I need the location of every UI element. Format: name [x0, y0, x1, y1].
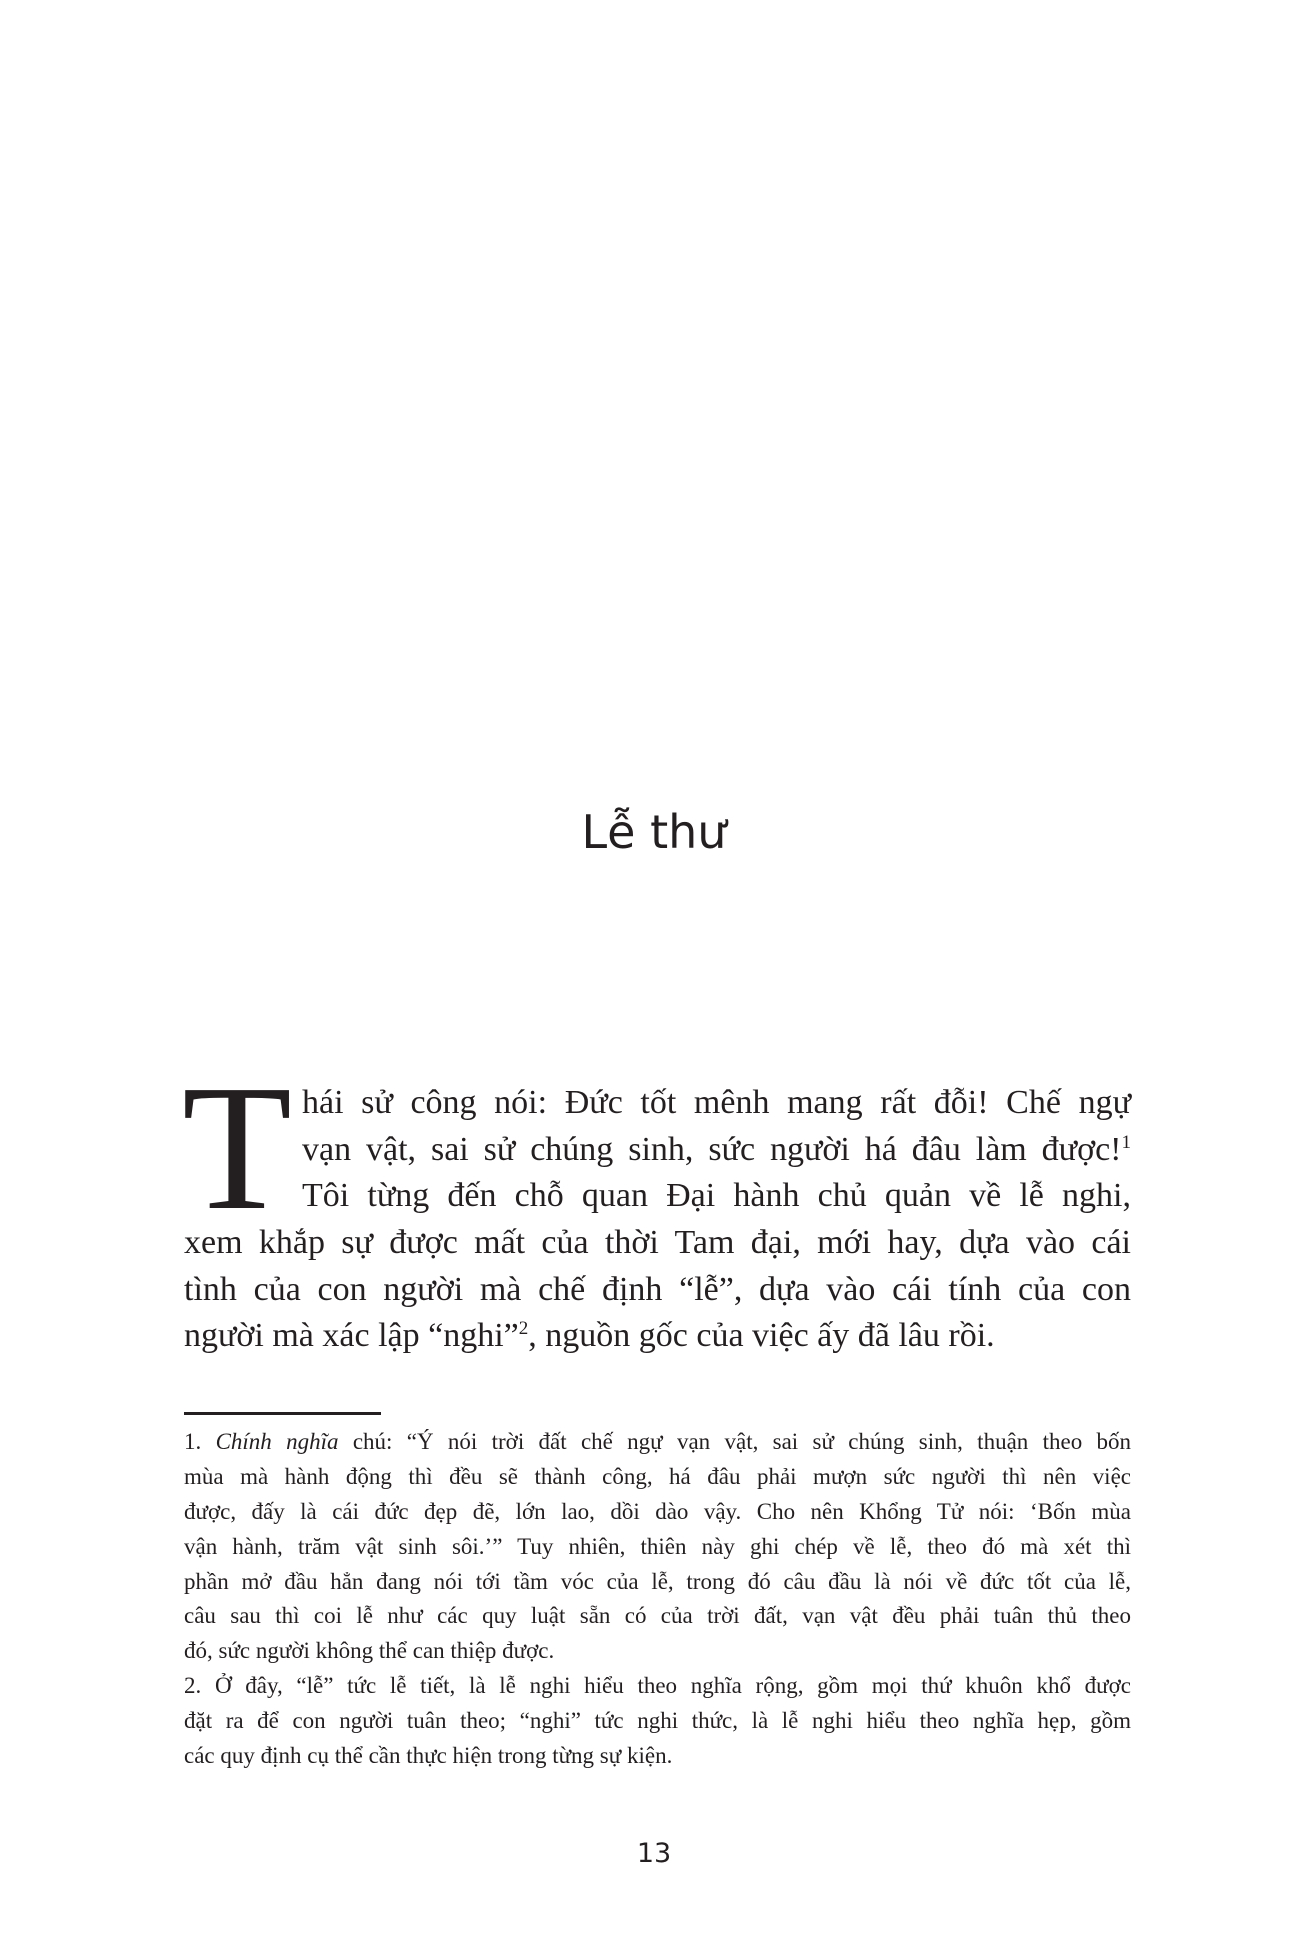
body-line: [302, 1173, 1131, 1220]
body-line-text: tình của con người mà chế định “lễ”, dựa vào cái tính của con: [184, 1270, 1131, 1308]
footnote-text: mùa mà hành động thì đều sẽ thành công, há đâu phải mượn sức người thì nên việc: [184, 1463, 1131, 1489]
footnote-line: [184, 1460, 1131, 1495]
chapter-title: Lễ thư: [581, 805, 727, 859]
footnote-text: vận hành, trăm vật sinh sôi.’” Tuy nhiên, thiên này ghi chép về lễ, theo đó mà xét thì: [184, 1533, 1131, 1559]
footnote-number: 1.: [184, 1429, 216, 1454]
footnote-text: câu sau thì coi lễ như các quy luật sẵn có của trời đất, vạn vật đều phải tuân thủ theo: [184, 1603, 1131, 1629]
body-line-text: , nguồn gốc của việc ấy đã lâu rồi.: [528, 1317, 995, 1355]
footnote-text: phần mở đầu hẳn đang nói tới tầm vóc của lễ, trong đó câu đầu là nói về đức tốt của lễ,: [184, 1568, 1131, 1594]
footnote-ref-1: 1: [1121, 1131, 1131, 1153]
footnote-line: [184, 1530, 1131, 1565]
body-line-text: Tôi từng đến chỗ quan Đại hành chủ quản về lễ nghi,: [302, 1177, 1131, 1215]
body-line: [302, 1080, 1131, 1127]
footnote-line: [184, 1425, 1131, 1460]
body-line-text: vạn vật, sai sử chúng sinh, sức người há đâu làm được!: [302, 1130, 1122, 1168]
footnotes: [184, 1425, 1131, 1774]
body-line-text: xem khắp sự được mất của thời Tam đại, mới hay, dựa vào cái: [184, 1224, 1131, 1262]
footnote-text: được, đấy là cái đức đẹp đẽ, lớn lao, dồi dào vậy. Cho nên Khổng Tử nói: ‘Bốn mùa: [184, 1498, 1131, 1524]
body-line-text: người mà xác lập “nghi”: [184, 1317, 519, 1355]
footnote-line: [184, 1704, 1131, 1739]
footnote-text: chú: “Ý nói trời đất chế ngự vạn vật, sai sử chúng sinh, thuận theo bốn: [338, 1429, 1132, 1454]
body-paragraph: [184, 1080, 1131, 1360]
body-line: [184, 1220, 1131, 1267]
body-line: [184, 1267, 1131, 1314]
footnote-line: [184, 1495, 1131, 1530]
footnote-text: đó, sức người không thể can thiệp được.: [184, 1638, 555, 1664]
body-line: [184, 1313, 1131, 1360]
footnote-divider: [184, 1412, 381, 1415]
body-line: [302, 1127, 1131, 1174]
footnote-line: [184, 1634, 1131, 1669]
footnote-line: [184, 1739, 1131, 1774]
drop-cap: T: [182, 1048, 292, 1247]
footnote-line: [184, 1669, 1131, 1704]
page-number: 13: [636, 1838, 672, 1869]
footnote-source-title: Chính nghĩa: [215, 1429, 339, 1454]
footnote-line: [184, 1565, 1131, 1600]
body-line-text: hái sử công nói: Đức tốt mênh mang rất đỗi! Chế ngự: [302, 1084, 1131, 1121]
footnote-ref-2: 2: [518, 1318, 529, 1340]
footnote-text: 2. Ở đây, “lễ” tức lễ tiết, là lễ nghi hiểu theo nghĩa rộng, gồm mọi thứ khuôn khổ được: [184, 1673, 1131, 1699]
footnote-text: đặt ra để con người tuân theo; “nghi” tức nghi thức, là lễ nghi hiểu theo nghĩa hẹp, gồm: [184, 1708, 1131, 1734]
footnote-line: [184, 1599, 1131, 1634]
footnote-text: các quy định cụ thể cần thực hiện trong từng sự kiện.: [184, 1743, 673, 1769]
